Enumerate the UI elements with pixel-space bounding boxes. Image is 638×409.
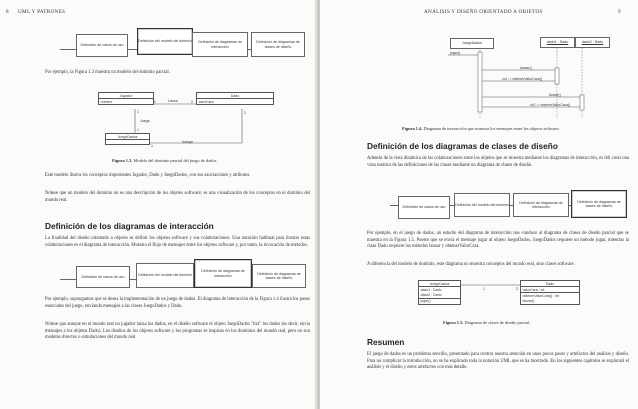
right-page bbox=[320, 0, 638, 409]
chain-mid-step-1: Definición de casos de uso bbox=[76, 266, 130, 288]
chain-right-step-3: Definición de diagramas de interacción bbox=[513, 193, 569, 217]
assoc-incluye-label: Incluye bbox=[182, 140, 194, 144]
domain-model-lines bbox=[0, 0, 316, 409]
figure-1-5-caption bbox=[443, 320, 531, 325]
class-juegodados-name: JuegoDados bbox=[117, 134, 138, 139]
heading-resumen: Resumen bbox=[367, 337, 405, 347]
seq-object-dado2: dado2 : Dado bbox=[575, 37, 610, 48]
class-dado-name: Dado bbox=[197, 93, 273, 99]
class-jugador-attr: nombre bbox=[100, 99, 113, 104]
chain-mid-step-3: Definición de diagramas de interacción bbox=[194, 259, 252, 288]
page-number-left: 8 bbox=[6, 9, 9, 15]
design-class-dado-op-2: lanzar() bbox=[522, 299, 535, 304]
design-class-juegodados-attr-2: dado2 : Dado bbox=[420, 292, 442, 297]
left-para-3: Nótese que un modelo del dominio no es una descripción de los objetos software; es una visualización de los conceptos en el dominio del mundo real. bbox=[45, 191, 310, 203]
left-para-1: Por ejemplo, la Figura 1.3 muestra un modelo del dominio parcial. bbox=[45, 70, 170, 75]
chain-top-step-1: Definición de casos de uso bbox=[76, 34, 128, 57]
chain-right-step-1: Definición de casos de uso bbox=[398, 196, 450, 219]
mult-juego-juega: 1 bbox=[137, 128, 139, 132]
left-para-2: Este modelo ilustra los conceptos importantes Jugador, Dado y JuegoDados, con sus asociaciones y atributos. bbox=[45, 173, 251, 178]
assoc-lanza-label: Lanza bbox=[168, 99, 178, 103]
seq-object-dado1: dado1 : Dado bbox=[540, 37, 575, 48]
left-para-4: La finalidad del diseño orientado a objetos es definir los objetos software y sus colaboraciones. Una notación habitual para ilustrar estas colaboraciones es el diagrama de interacción. Muestra el flujo de mensajes entre los objetos software y, por tanto, la invocación de métodos. bbox=[45, 236, 310, 248]
figure-1-3-text: Modelo del dominio parcial del juego de dados. bbox=[133, 158, 218, 163]
left-para-6: Nótese que aunque en el mundo real un jugador lanza los dados, en el diseño software el objeto JuegoDados "tira" los dados (es decir, envía mensajes a los objetos Dado). Los diseños de los objetos software y los programas se inspiran en los dominios del mundo real, pero no son modelos directos o simulaciones del mundo real. bbox=[45, 322, 310, 341]
right-para-4: El juego de dados es un problema sencillo, presentado para centrar nuestra atención en unos pocos pasos y artefactos del análisis y diseño. Para no complicar la introducción, no se ha explicado toda la notación UML que se ha mostrado. En los siguientes capítulos se explorará el análisis y el diseño y estos artefactos con más detalle. bbox=[367, 352, 629, 371]
class-diagram-lines bbox=[320, 0, 638, 409]
seq-msg-obtener-2: vc2 := obtenerValorCara() bbox=[530, 103, 571, 107]
design-class-juegodados-attr-1: dado1 : Dado bbox=[420, 287, 442, 292]
mult-dado-incluye: 2 bbox=[244, 111, 246, 115]
left-page bbox=[0, 0, 316, 409]
figure-1-5-label: Figura 1.5. bbox=[443, 320, 464, 325]
mult-juego-incluye: 1 bbox=[151, 144, 153, 148]
figure-1-3-caption bbox=[112, 158, 217, 163]
chain-top-step-3: Definición de diagramas de interacción bbox=[192, 32, 248, 57]
chain-mid-step-4: Definición de diagramas de clases de diseño bbox=[252, 264, 306, 288]
class-dado bbox=[196, 92, 274, 105]
chain-mid-step-2: Definición del modelo del dominio bbox=[136, 263, 194, 288]
class-dado-attr: valorCara bbox=[198, 99, 214, 104]
mult-dado-lanza: 2 bbox=[191, 100, 193, 104]
class-juegodados bbox=[105, 133, 150, 145]
right-para-1: Además de la vista dinámica de las colaboraciones entre los objetos que se muestra mediante los diagramas de interacción, es útil crear una vista estática de las definiciones de las clases mediante un diagrama de clases de diseño. bbox=[367, 156, 629, 168]
figure-1-4-label: Figura 1.4. bbox=[402, 126, 423, 131]
design-class-juegodados-name: JuegoDados bbox=[419, 281, 460, 287]
right-para-2: Por ejemplo, en el juego de dados, un estudio del diagrama de interacción nos conduce al diagrama de clases de diseño parcial que se muestra en la Figura 1.5. Puesto que se envía el mensaje jugar al objeto JuegoDados, JuegoDados requiere un método jugar, mientras la clase Dado requiere los métodos lanzar y obtenerValorCara. bbox=[367, 231, 629, 250]
seq-object-juegodados: JuegoDados bbox=[450, 38, 494, 49]
design-class-dado-name: Dado bbox=[521, 281, 579, 287]
assoc-juega-label: Juega bbox=[140, 119, 150, 123]
figure-1-3-label: Figura 1.3. bbox=[112, 158, 133, 163]
design-class-dado-op-1: obtenerValorCara() : int bbox=[522, 293, 559, 298]
seq-msg-obtener-1: vc1 := obtenerValorCara() bbox=[502, 77, 543, 81]
design-mult-dado: 2 bbox=[516, 287, 518, 291]
running-head-right: ANÁLISIS Y DISEÑO ORIENTADO A OBJETOS bbox=[424, 9, 543, 15]
design-class-juegodados bbox=[418, 280, 461, 305]
mult-jugador-lanza: 1 bbox=[154, 100, 156, 104]
figure-1-5-text: Diagrama de clases de diseño parcial. bbox=[464, 320, 531, 325]
heading-class-diagrams: Definición de los diagramas de clases de diseño bbox=[367, 141, 558, 151]
seq-msg-lanzar-1: lanzar() bbox=[520, 66, 532, 70]
chain-top-step-4: Definición de diagramas de clases de diseño bbox=[251, 32, 305, 57]
seq-msg-jugar: jugar() bbox=[450, 51, 461, 55]
design-mult-juego: 1 bbox=[483, 287, 485, 291]
class-jugador bbox=[98, 92, 154, 105]
chain-right-step-2: Definición del modelo del dominio bbox=[454, 193, 510, 217]
left-para-5: Por ejemplo, supongamos que se desea la implementación de un juego de dados. El diagrama de interacción de la Figura 1.4 ilustra los pasos esenciales del juego, enviando mensajes a las clases JuegoDados y Dado. bbox=[45, 297, 310, 309]
design-class-juegodados-op-1: jugar() bbox=[420, 299, 431, 304]
design-class-dado-attr-1: valorCara : int bbox=[522, 287, 545, 292]
design-class-dado bbox=[520, 280, 580, 305]
class-jugador-name: Jugador bbox=[99, 93, 153, 99]
running-head-left: UML Y PATRONES bbox=[18, 9, 66, 15]
seq-msg-lanzar-2: lanzar() bbox=[549, 93, 561, 97]
figure-1-4-text: Diagrama de interacción que muestra los mensajes entre los objetos software. bbox=[423, 126, 560, 131]
heading-interaction-diagrams: Definición de los diagramas de interacción bbox=[45, 221, 214, 231]
chain-top-step-2: Definición del modelo del dominio bbox=[137, 28, 193, 55]
mult-jugador-juega: 1 bbox=[137, 110, 139, 114]
right-para-3: A diferencia del modelo de dominio, este diagrama no muestra conceptos del mundo real, sino clases software. bbox=[367, 262, 575, 267]
chain-right-step-4: Definición de diagramas de clases de diseño bbox=[571, 190, 627, 218]
page-number-right: 9 bbox=[618, 9, 621, 15]
